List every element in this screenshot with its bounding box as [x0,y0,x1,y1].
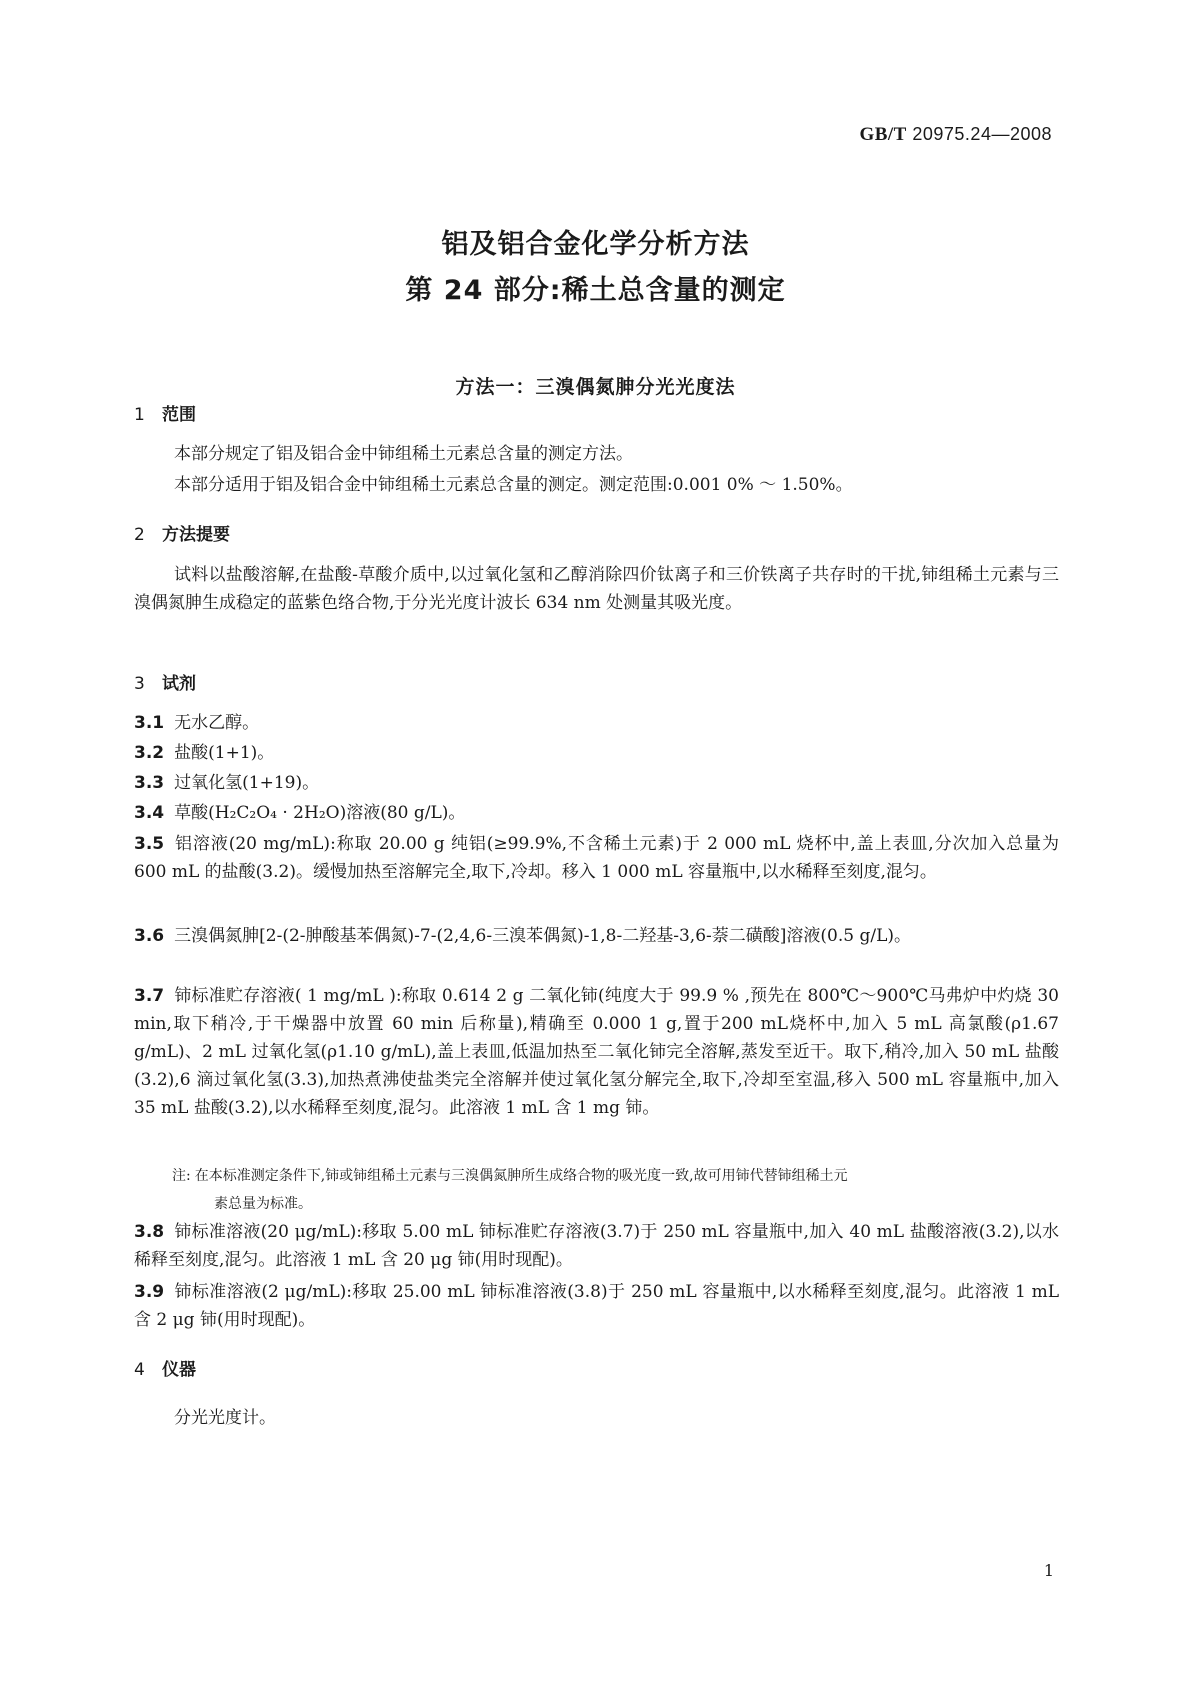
note-label: 注: [172,1168,191,1184]
section-1-paragraph-2: 本部分适用于铝及铝合金中铈组稀土元素总含量的测定。测定范围:0.001 0% ～ 1.50%。 [174,475,853,495]
reagent-item: 3.5 铝溶液(20 mg/mL):称取 20.00 g 纯铝(≥99.9%,不含稀土元素)于 2 000 mL 烧杯中,盖上表皿,分次加入总量为 600 mL 的盐酸(3.2)。缓慢加热至溶解完全,取下,冷却。移入 1 000 mL 容量瓶中,以水稀释至刻度,混匀。 [134,834,1059,882]
reagent-item: 3.7 铈标准贮存溶液( 1 mg/mL ):称取 0.614 2 g 二氧化铈(纯度大于 99.9 % ,预先在 800℃～900℃马弗炉中灼烧 30 min,取下稍冷,于干燥器中放置 60 min 后称量),精确至 0.000 1 g,置于200 mL烧杯中,加入 5 mL 高氯酸(ρ1.67 g/mL)、2 mL 过氧化氢(ρ1.10 g/mL),盖上表皿,低温加热至二氧化铈完全溶解,蒸发至近干。取下,稍冷,加入 50 mL 盐酸(3.2),6 滴过氧化氢(3.3),加热煮沸使盐类完全溶解并使过氧化氢分解完全,取下,冷却至室温,移入 500 mL 容量瓶中,加入 35 mL 盐酸(3.2),以水稀释至刻度,混匀。此溶液 1 mL 含 1 mg 铈。 [134,986,1059,1118]
section-number: 2 [134,525,145,545]
reagent-item: 3.6 三溴偶氮胂[2-(2-胂酸基苯偶氮)-7-(2,4,6-三溴苯偶氮)-1,8-二羟基-3,6-萘二磺酸]溶液(0.5 g/L)。 [134,926,911,946]
section-number: 3 [134,674,145,694]
reagent-item: 3.8 铈标准溶液(20 μg/mL):移取 5.00 mL 铈标准贮存溶液(3.7)于 250 mL 容量瓶中,加入 40 mL 盐酸溶液(3.2),以水稀释至刻度,混匀。此溶液 1 mL 含 20 μg 铈(用时现配)。 [134,1222,1059,1270]
reagent-item: 3.2 盐酸(1+1)。 [134,743,275,763]
section-number: 1 [134,405,145,425]
section-2-paragraph: 试料以盐酸溶解,在盐酸-草酸介质中,以过氧化氢和乙醇消除四价钛离子和三价铁离子共存时的干扰,铈组稀土元素与三溴偶氮胂生成稳定的蓝紫色络合物,于分光光度计波长 634 nm 处测量其吸光度。 [134,565,1059,613]
section-number: 4 [134,1360,145,1380]
section-2-heading [134,520,230,545]
standard-code [859,124,1052,146]
section-title: 仪器 [162,1360,196,1380]
reagent-item: 3.3 过氧化氢(1+19)。 [134,773,320,793]
note-text-2: 素总量为标准。 [214,1196,312,1212]
section-title: 试剂 [162,674,196,694]
reagent-item: 3.4 草酸(H₂C₂O₄ · 2H₂O)溶液(80 g/L)。 [134,803,466,823]
section-1-heading [134,400,196,425]
section-4-paragraph: 分光光度计。 [174,1408,276,1428]
reagent-item: 3.1 无水乙醇。 [134,713,260,733]
standard-number: 20975.24—2008 [912,124,1052,144]
page-number: 1 [1043,1561,1054,1580]
section-3-heading [134,669,196,694]
section-1-paragraph-1: 本部分规定了铝及铝合金中铈组稀土元素总含量的测定方法。 [174,444,633,464]
standard-prefix: GB/T [859,124,907,145]
section-title: 范围 [162,405,196,425]
reagent-item: 3.9 铈标准溶液(2 μg/mL):移取 25.00 mL 铈标准溶液(3.8)于 250 mL 容量瓶中,以水稀释至刻度,混匀。此溶液 1 mL 含 2 μg 铈(用时现配)。 [134,1282,1059,1330]
section-title: 方法提要 [162,525,230,545]
section-4-heading [134,1355,196,1380]
method-title: 方法一：三溴偶氮胂分光光度法 [455,376,736,398]
note [172,1162,1058,1218]
title-line-2: 第 24 部分:稀土总含量的测定 [405,275,786,306]
title-line-1: 铝及铝合金化学分析方法 [441,229,750,260]
note-text-1: 在本标准测定条件下,铈或铈组稀土元素与三溴偶氮胂所生成络合物的吸光度一致,故可用铈代替铈组稀土元 [194,1168,848,1184]
